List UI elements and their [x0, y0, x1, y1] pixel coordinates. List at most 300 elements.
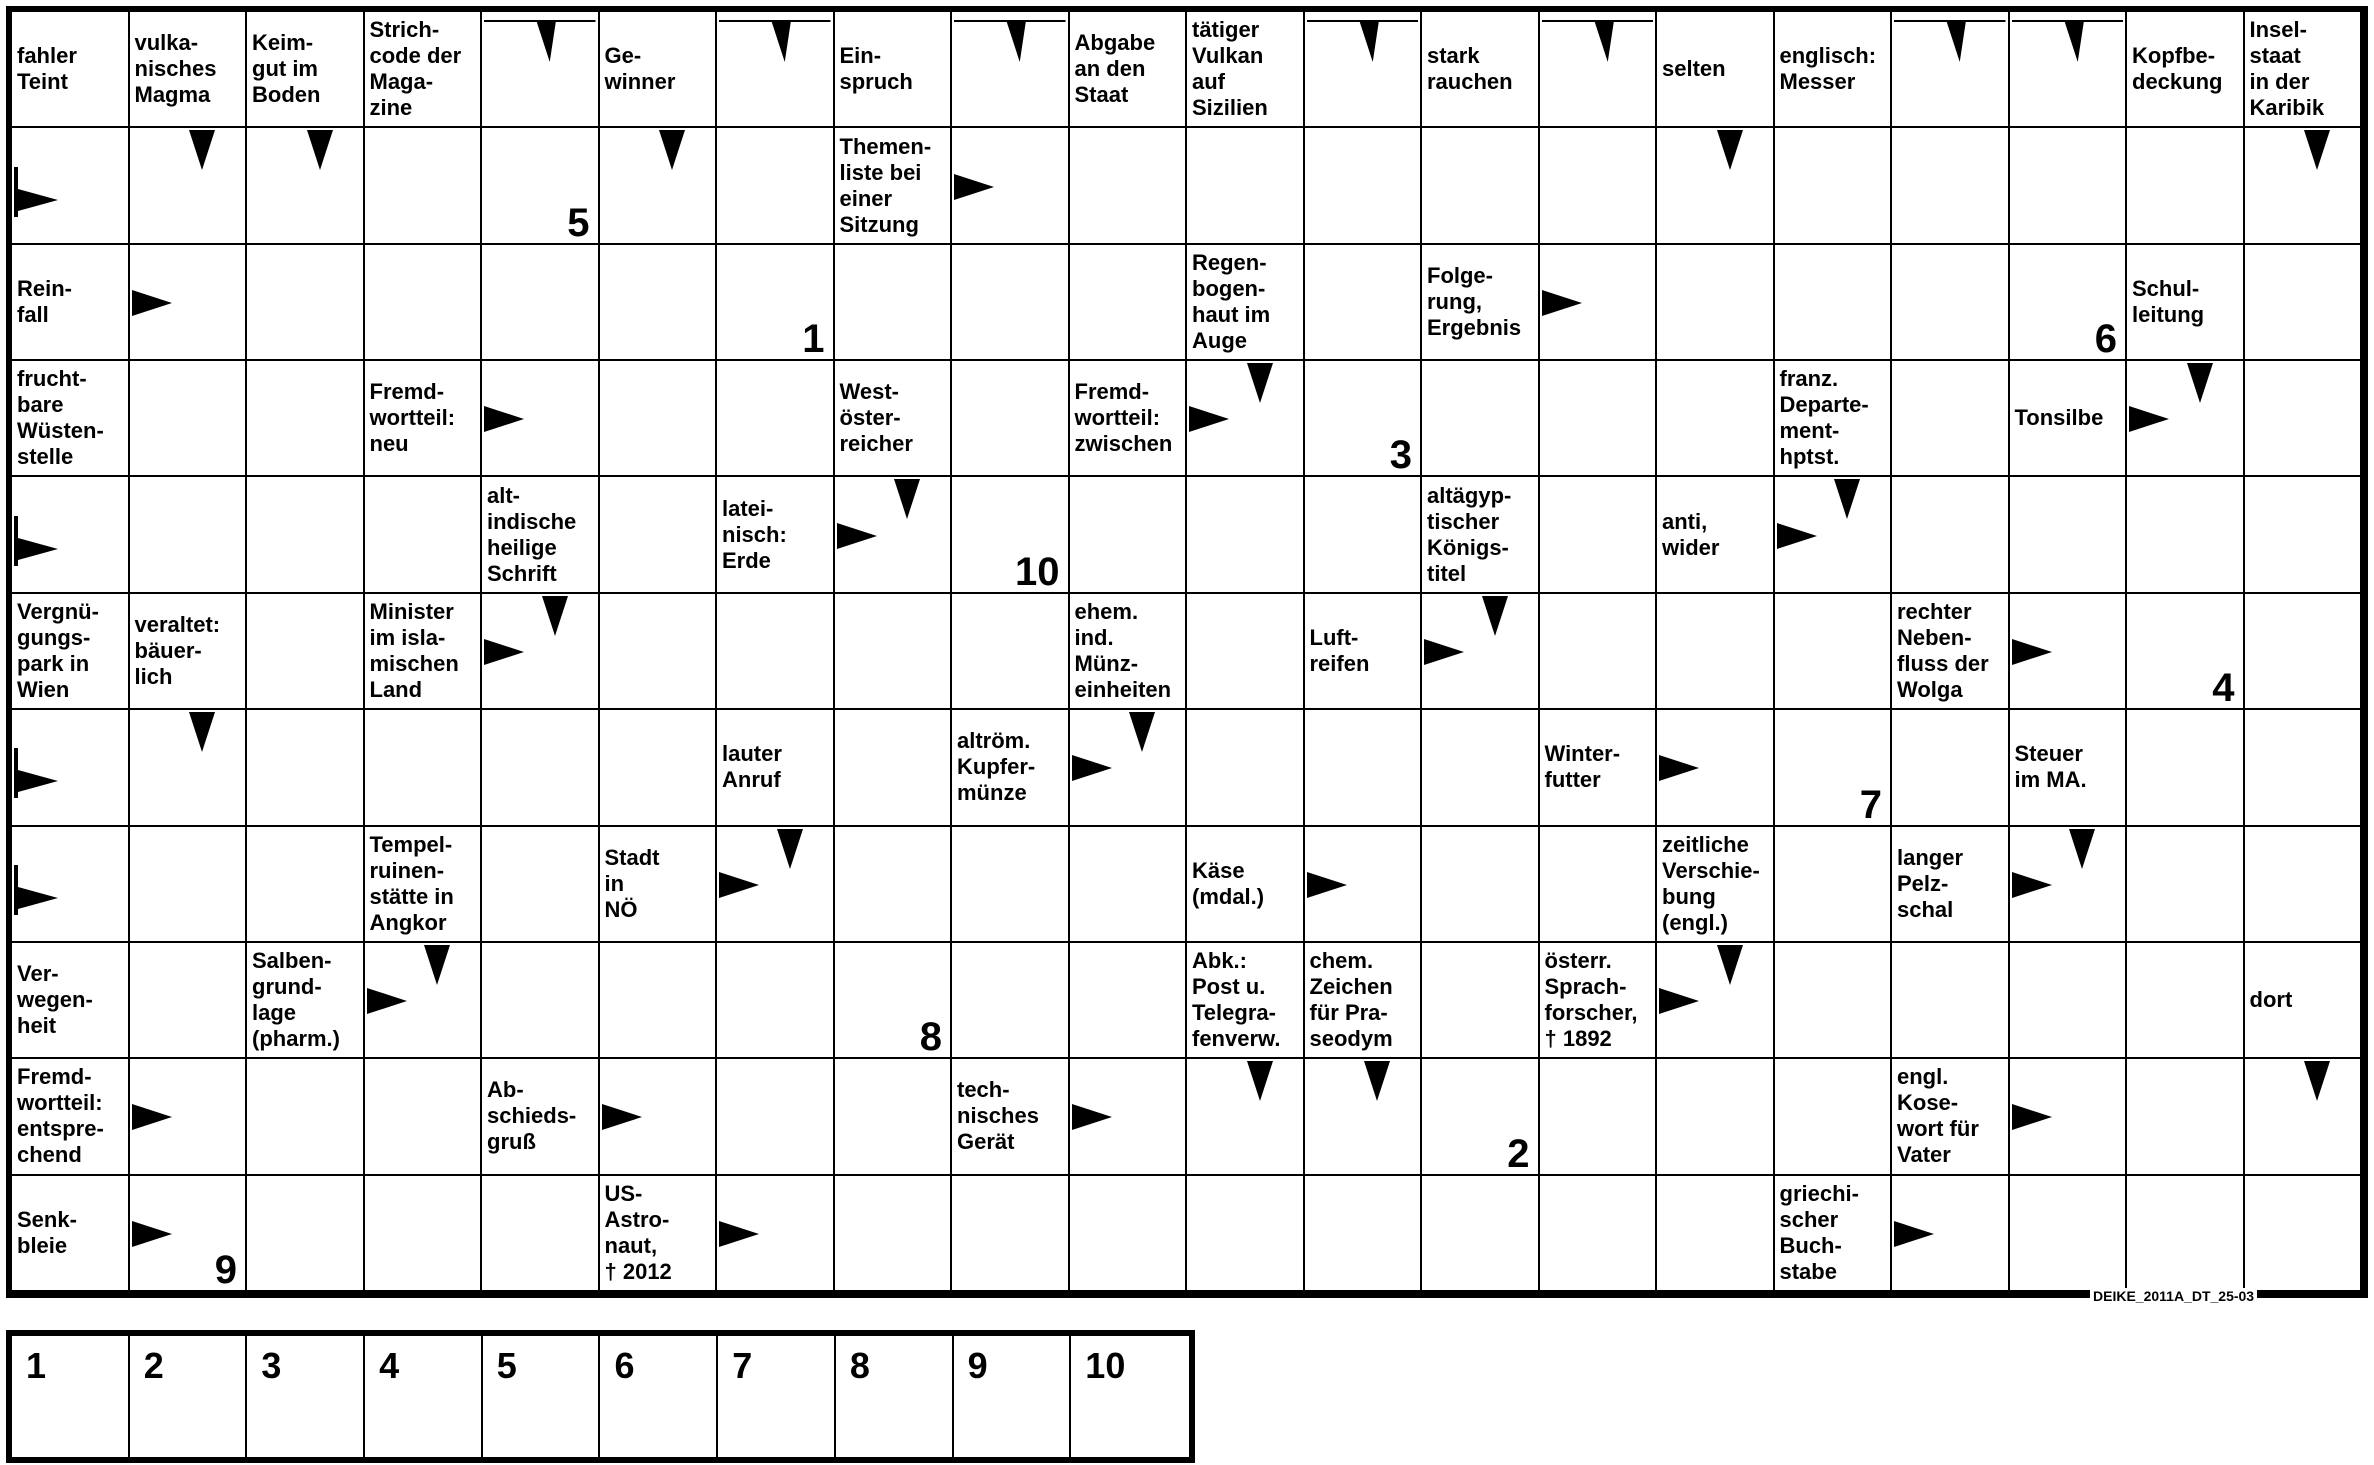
clue-cell [365, 594, 483, 710]
grid-cell[interactable] [1422, 710, 1540, 826]
clue-text [2245, 12, 2361, 126]
grid-cell[interactable] [1187, 361, 1305, 477]
grid-cell[interactable] [247, 827, 365, 943]
grid-cell[interactable] [1540, 245, 1658, 361]
grid-cell[interactable] [1187, 594, 1305, 710]
clue-line: Fremd- [17, 1064, 92, 1090]
clue-line: schieds- [487, 1103, 577, 1129]
grid-cell[interactable] [2245, 245, 2363, 361]
clue-line: in [604, 870, 625, 896]
clue-line: bare [17, 392, 64, 418]
clue-line: Vater [1897, 1142, 1951, 1168]
grid-cell[interactable] [717, 361, 835, 477]
grid-cell[interactable] [600, 594, 718, 710]
grid-cell[interactable] [1775, 1059, 1893, 1175]
grid-cell[interactable] [1892, 128, 2010, 244]
clue-cell [1187, 943, 1305, 1059]
clue-text [1657, 827, 1773, 941]
clue-text [1892, 594, 2008, 708]
clue-line: einer [839, 185, 893, 211]
grid-cell[interactable] [1305, 827, 1423, 943]
clue-line: rung, [1427, 288, 1482, 314]
grid-cell[interactable] [952, 827, 1070, 943]
grid-cell[interactable] [482, 594, 600, 710]
clue-text [952, 1059, 1068, 1173]
grid-cell[interactable] [1187, 128, 1305, 244]
grid-cell[interactable] [952, 245, 1070, 361]
grid-cell[interactable] [835, 1176, 953, 1292]
clue-line: bleie [17, 1232, 68, 1258]
grid-cell[interactable] [482, 943, 600, 1059]
grid-cell[interactable] [12, 827, 130, 943]
grid-cell[interactable] [1892, 361, 2010, 477]
clue-cell [717, 477, 835, 593]
grid-cell[interactable] [835, 477, 953, 593]
grid-cell[interactable] [717, 1176, 835, 1292]
grid-cell[interactable] [1070, 1176, 1188, 1292]
arrow-right-icon [1307, 872, 1347, 898]
clue-line: Tempel- [369, 831, 453, 857]
grid-cell[interactable] [600, 1059, 718, 1175]
clue-cell [1892, 594, 2010, 710]
clue-text [717, 477, 833, 591]
grid-cell[interactable] [1892, 710, 2010, 826]
grid-cell[interactable] [1540, 1176, 1658, 1292]
grid-cell[interactable] [2245, 128, 2363, 244]
grid-cell[interactable] [1305, 128, 1423, 244]
grid-cell[interactable] [1305, 1059, 1423, 1175]
grid-cell[interactable] [600, 361, 718, 477]
grid-cell[interactable] [247, 245, 365, 361]
clue-cell [1070, 12, 1188, 128]
grid-cell[interactable] [365, 1059, 483, 1175]
grid-cell[interactable] [1775, 943, 1893, 1059]
grid-cell[interactable] [1657, 594, 1775, 710]
clue-line: † 2012 [604, 1258, 672, 1284]
clue-line: Rein- [17, 275, 72, 301]
grid-cell[interactable] [130, 361, 248, 477]
grid-cell[interactable] [1540, 1059, 1658, 1175]
grid-cell[interactable] [2127, 827, 2245, 943]
grid-cell[interactable] [835, 943, 953, 1059]
clue-line: Buch- [1779, 1232, 1842, 1258]
clue-line: (engl.) [1662, 909, 1728, 935]
clue-line: Neben- [1897, 624, 1972, 650]
clue-line: vulka- [134, 30, 199, 56]
grid-cell[interactable] [952, 477, 1070, 593]
arrow-right-icon [2012, 872, 2052, 898]
arrow-right-icon [1189, 406, 1229, 432]
grid-cell[interactable] [130, 128, 248, 244]
grid-cell[interactable] [482, 361, 600, 477]
grid-cell[interactable] [1305, 710, 1423, 826]
grid-cell[interactable] [247, 128, 365, 244]
solution-cell[interactable] [247, 1336, 365, 1457]
grid-cell[interactable] [2127, 1176, 2245, 1292]
solution-cell[interactable] [12, 1336, 130, 1457]
grid-cell[interactable] [130, 1059, 248, 1175]
clue-line: frucht- [17, 366, 87, 392]
grid-cell[interactable] [365, 245, 483, 361]
grid-cell[interactable] [130, 245, 248, 361]
clue-line: Wüsten- [17, 418, 104, 444]
grid-cell[interactable] [1305, 361, 1423, 477]
clue-text [1540, 710, 1656, 824]
grid-cell[interactable] [1540, 361, 1658, 477]
grid-cell[interactable] [1775, 594, 1893, 710]
clue-line: Magma [134, 82, 211, 108]
clue-cell [1657, 477, 1775, 593]
grid-cell[interactable] [1892, 1176, 2010, 1292]
grid-cell[interactable] [1422, 1176, 1540, 1292]
arrow-right-icon [719, 1221, 759, 1247]
grid-cell[interactable] [482, 827, 600, 943]
grid-cell[interactable] [1422, 128, 1540, 244]
clue-line: chem. [1309, 948, 1374, 974]
clue-line: altägyp- [1427, 482, 1512, 508]
grid-cell[interactable] [130, 477, 248, 593]
arrow-down-icon [894, 479, 920, 519]
grid-cell[interactable] [1070, 245, 1188, 361]
solution-cell-label: 7 [732, 1345, 753, 1386]
grid-cell[interactable] [952, 128, 1070, 244]
grid-cell[interactable] [2245, 1176, 2363, 1292]
grid-cell[interactable] [12, 477, 130, 593]
grid-cell[interactable] [2245, 477, 2363, 593]
grid-cell[interactable] [1070, 943, 1188, 1059]
grid-cell[interactable] [1422, 594, 1540, 710]
grid-cell[interactable] [1892, 943, 2010, 1059]
clue-text [2010, 361, 2126, 475]
arrow-down-icon [1247, 363, 1273, 403]
grid-cell[interactable] [835, 827, 953, 943]
clue-line: schal [1897, 896, 1954, 922]
grid-cell[interactable] [600, 477, 718, 593]
grid-cell[interactable] [482, 1176, 600, 1292]
grid-cell[interactable] [482, 12, 600, 128]
grid-cell[interactable] [1305, 477, 1423, 593]
solution-cell[interactable] [130, 1336, 248, 1457]
grid-cell[interactable] [835, 710, 953, 826]
grid-cell[interactable] [1775, 827, 1893, 943]
clue-line: im MA. [2014, 767, 2087, 793]
clue-line: Vulkan [1192, 43, 1264, 69]
clue-line: wort für [1897, 1116, 1979, 1142]
grid-cell[interactable] [2245, 361, 2363, 477]
clue-line: Wien [17, 676, 70, 702]
grid-cell[interactable] [1892, 477, 2010, 593]
clue-cell [1892, 827, 2010, 943]
arrow-right-icon [954, 174, 994, 200]
grid-cell[interactable] [1187, 477, 1305, 593]
grid-cell[interactable] [130, 710, 248, 826]
clue-text [365, 12, 481, 126]
grid-cell[interactable] [952, 361, 1070, 477]
clue-line: Erde [722, 547, 771, 573]
grid-cell[interactable] [1657, 1059, 1775, 1175]
clue-line: fluss der [1897, 650, 1989, 676]
grid-cell[interactable] [365, 477, 483, 593]
grid-cell[interactable] [365, 1176, 483, 1292]
clue-line: Auge [1192, 327, 1247, 353]
grid-cell[interactable] [365, 710, 483, 826]
arrow-right-icon [132, 1221, 172, 1247]
clue-line: engl. [1897, 1064, 1949, 1090]
clue-cell [482, 1059, 600, 1175]
clue-line: bogen- [1192, 275, 1266, 301]
grid-cell[interactable] [835, 245, 953, 361]
grid-cell[interactable] [2127, 943, 2245, 1059]
clue-cell [1775, 361, 1893, 477]
clue-text [835, 128, 951, 242]
grid-cell[interactable] [2010, 477, 2128, 593]
grid-cell[interactable] [1775, 477, 1893, 593]
grid-cell[interactable] [2245, 1059, 2363, 1175]
clue-line: Messer [1779, 69, 1856, 95]
grid-cell[interactable] [1305, 245, 1423, 361]
grid-cell[interactable] [2127, 477, 2245, 593]
grid-cell[interactable] [1540, 128, 1658, 244]
clue-line: gungs- [17, 624, 91, 650]
clue-line: dort [2249, 987, 2293, 1013]
clue-cell [2010, 710, 2128, 826]
grid-cell[interactable] [600, 245, 718, 361]
grid-cell[interactable] [1422, 1059, 1540, 1175]
grid-cell[interactable] [365, 943, 483, 1059]
grid-cell[interactable] [717, 827, 835, 943]
solution-cell[interactable] [365, 1336, 483, 1457]
clue-cell [717, 710, 835, 826]
clue-text [835, 361, 951, 475]
grid-cell[interactable] [717, 12, 835, 128]
grid-cell[interactable] [1070, 710, 1188, 826]
clue-cell [2010, 361, 2128, 477]
clue-cell [130, 594, 248, 710]
grid-cell[interactable] [130, 943, 248, 1059]
grid-cell[interactable] [835, 1059, 953, 1175]
grid-cell[interactable] [1892, 245, 2010, 361]
clue-line: fahler [17, 43, 77, 69]
solution-number: 8 [919, 1015, 942, 1060]
grid-cell[interactable] [247, 1176, 365, 1292]
clue-line: NÖ [604, 896, 638, 922]
grid-cell[interactable] [717, 1059, 835, 1175]
arrow-down-right-icon [14, 865, 58, 915]
clue-line: latei- [722, 495, 774, 521]
grid-cell[interactable] [12, 710, 130, 826]
grid-cell[interactable] [1187, 710, 1305, 826]
grid-cell[interactable] [1540, 594, 1658, 710]
clue-line: zwischen [1074, 431, 1173, 457]
grid-cell[interactable] [482, 245, 600, 361]
grid-cell[interactable] [2245, 827, 2363, 943]
clue-cell [365, 361, 483, 477]
clue-cell [482, 477, 600, 593]
grid-cell[interactable] [1540, 827, 1658, 943]
arrow-right-icon [367, 988, 407, 1014]
solution-cell[interactable] [483, 1336, 601, 1457]
clue-line: stätte in [369, 883, 454, 909]
arrow-down-icon [2304, 1061, 2330, 1101]
grid-cell[interactable] [1422, 827, 1540, 943]
grid-cell[interactable] [2127, 594, 2245, 710]
clue-line: an den [1074, 56, 1146, 82]
clue-cell [1422, 12, 1540, 128]
grid-cell[interactable] [600, 128, 718, 244]
grid-cell[interactable] [2010, 943, 2128, 1059]
arrow-right-icon [1777, 523, 1817, 549]
grid-cell[interactable] [482, 710, 600, 826]
clue-line: Keim- [252, 30, 314, 56]
clue-text [12, 1059, 128, 1173]
grid-cell[interactable] [2010, 245, 2128, 361]
clue-line: spruch [839, 69, 913, 95]
grid-cell[interactable] [2127, 361, 2245, 477]
grid-cell[interactable] [717, 594, 835, 710]
grid-cell[interactable] [1187, 1176, 1305, 1292]
clue-line: Teint [17, 69, 68, 95]
grid-cell[interactable] [247, 361, 365, 477]
grid-cell[interactable] [717, 128, 835, 244]
grid-cell[interactable] [2127, 128, 2245, 244]
grid-cell[interactable] [1775, 128, 1893, 244]
grid-cell[interactable] [1775, 710, 1893, 826]
grid-cell[interactable] [1422, 943, 1540, 1059]
clue-line: franz. [1779, 366, 1839, 392]
clue-line: Minister [369, 598, 454, 624]
grid-cell[interactable] [247, 710, 365, 826]
grid-cell[interactable] [2127, 710, 2245, 826]
clue-line: zeitliche [1662, 831, 1749, 857]
clue-cell [12, 1176, 130, 1292]
clue-line: Ergebnis [1427, 314, 1522, 340]
grid-cell[interactable] [1657, 1176, 1775, 1292]
grid-cell[interactable] [1305, 12, 1423, 128]
clue-line: titel [1427, 560, 1467, 586]
grid-cell[interactable] [1657, 943, 1775, 1059]
clue-text [1070, 361, 1186, 475]
grid-cell[interactable] [1657, 361, 1775, 477]
clue-line: Vergnü- [17, 598, 99, 624]
solution-number: 7 [1859, 782, 1882, 827]
grid-cell[interactable] [835, 594, 953, 710]
solution-cell-label: 3 [261, 1345, 282, 1386]
clue-text [12, 12, 128, 126]
clue-line: Sitzung [839, 211, 919, 237]
grid-cell[interactable] [1657, 710, 1775, 826]
grid-cell[interactable] [2245, 710, 2363, 826]
clue-cell [1540, 943, 1658, 1059]
arrow-down-icon [307, 130, 333, 170]
clue-line: Telegra- [1192, 1000, 1276, 1026]
grid-cell[interactable] [1070, 827, 1188, 943]
grid-cell[interactable] [600, 943, 718, 1059]
grid-cell[interactable] [130, 1176, 248, 1292]
grid-cell[interactable] [717, 943, 835, 1059]
solution-cell[interactable] [954, 1336, 1072, 1457]
grid-cell[interactable] [1657, 245, 1775, 361]
clue-text [600, 12, 716, 126]
arrow-down-icon [2069, 829, 2095, 869]
clue-cell [247, 943, 365, 1059]
solution-cell[interactable] [836, 1336, 954, 1457]
clue-line: indische [487, 508, 577, 534]
grid-cell[interactable] [1775, 245, 1893, 361]
clue-text [1305, 594, 1421, 708]
clue-line: Winter- [1544, 741, 1621, 767]
clue-line: Maga- [369, 69, 434, 95]
clue-cell [12, 1059, 130, 1175]
grid-cell[interactable] [2010, 1059, 2128, 1175]
solution-cell[interactable] [1071, 1336, 1189, 1457]
grid-cell[interactable] [1657, 128, 1775, 244]
grid-cell[interactable] [1892, 12, 2010, 128]
grid-cell[interactable] [2010, 594, 2128, 710]
grid-cell[interactable] [1540, 12, 1658, 128]
grid-cell[interactable] [130, 827, 248, 943]
grid-cell[interactable] [1070, 1059, 1188, 1175]
clue-cell [1305, 943, 1423, 1059]
clue-text [1305, 943, 1421, 1057]
grid-cell[interactable] [1422, 361, 1540, 477]
clue-line: wortteil: [1074, 405, 1161, 431]
clue-line: ruinen- [369, 857, 445, 883]
grid-cell[interactable] [482, 128, 600, 244]
grid-cell[interactable] [1070, 128, 1188, 244]
grid-cell[interactable] [2127, 1059, 2245, 1175]
clue-line: tischer [1427, 508, 1500, 534]
grid-cell[interactable] [952, 12, 1070, 128]
arrow-right-icon [1072, 755, 1112, 781]
grid-cell[interactable] [1070, 477, 1188, 593]
grid-cell[interactable] [2245, 594, 2363, 710]
grid-cell[interactable] [952, 594, 1070, 710]
clue-text [835, 12, 951, 126]
grid-cell[interactable] [952, 1176, 1070, 1292]
grid-cell[interactable] [247, 1059, 365, 1175]
clue-cell [952, 710, 1070, 826]
solution-cell[interactable] [601, 1336, 719, 1457]
clue-line: in der [2249, 69, 2310, 95]
grid-cell[interactable] [12, 128, 130, 244]
clue-line: Astro- [604, 1206, 670, 1232]
grid-cell[interactable] [2010, 827, 2128, 943]
grid-cell[interactable] [600, 710, 718, 826]
grid-cell[interactable] [2010, 128, 2128, 244]
grid-cell[interactable] [247, 477, 365, 593]
clue-cell [1070, 361, 1188, 477]
grid-cell[interactable] [1305, 1176, 1423, 1292]
clue-text [1070, 12, 1186, 126]
grid-cell[interactable] [2010, 1176, 2128, 1292]
clue-line: Abk.: [1192, 948, 1247, 974]
arrow-down-icon [1717, 945, 1743, 985]
clue-cell [600, 12, 718, 128]
grid-cell[interactable] [365, 128, 483, 244]
grid-cell[interactable] [717, 245, 835, 361]
arrow-down-icon [189, 130, 215, 170]
clue-line: gut im [252, 56, 318, 82]
grid-cell[interactable] [952, 943, 1070, 1059]
arrow-right-down-icon [719, 18, 831, 62]
clue-line: Regen- [1192, 249, 1267, 275]
grid-cell[interactable] [1540, 477, 1658, 593]
clue-cell [12, 594, 130, 710]
grid-cell[interactable] [1187, 1059, 1305, 1175]
grid-cell[interactable] [247, 594, 365, 710]
grid-cell[interactable] [2010, 12, 2128, 128]
solution-cell[interactable] [718, 1336, 836, 1457]
